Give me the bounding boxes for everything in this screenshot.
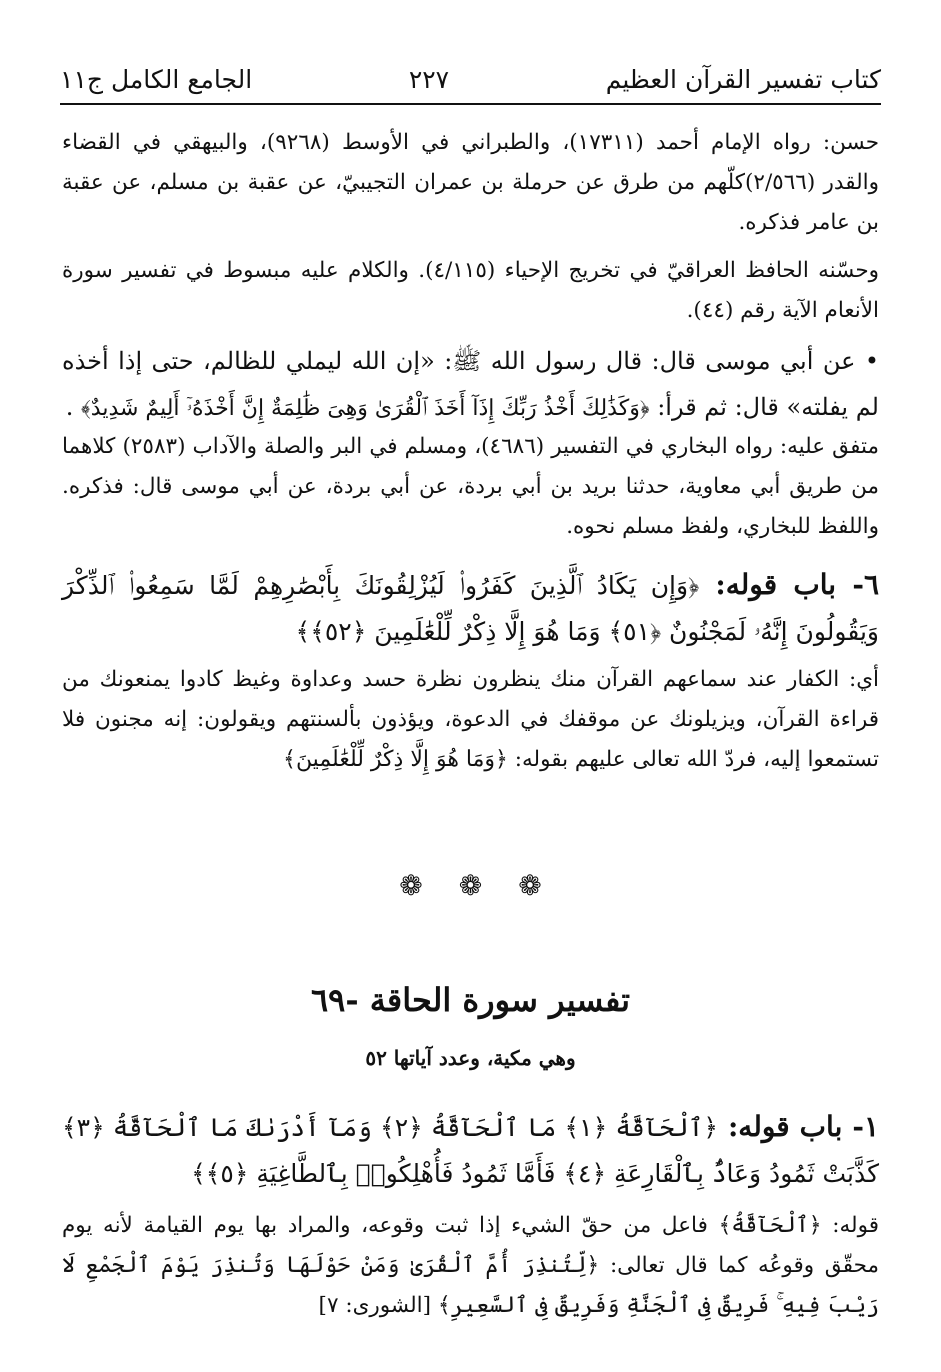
quran-word: ﴿ٱلْحَآقَّةُ﴾ bbox=[718, 1213, 822, 1238]
surah-subtitle: وهي مكية، وعدد آياتها ٥٢ bbox=[365, 1046, 576, 1070]
paragraph-haqqa-meaning bbox=[62, 1206, 879, 1326]
paragraph-tafsir-kuffar bbox=[62, 660, 879, 780]
bab-1-heading bbox=[62, 1104, 879, 1197]
tafsir-text: قوله: bbox=[821, 1213, 879, 1238]
hadith-text: • عن أبي موسى قال: قال رسول الله ﷺ: «إن الله ليملي للظالم، حتى إذا أخذه لم يفلته» قال: ثم قرأ: bbox=[62, 347, 879, 421]
quran-verse: ﴿لِّتُنذِرَ أُمَّ ٱلْقُرَىٰ وَمَنْ حَوْلَهَا وَتُنذِرَ يَوْمَ ٱلْجَمْعِ لَا رَيْبَ فِيهِ ۚ فَرِيقٌ فِى ٱلْجَنَّةِ وَفَرِيقٌ فِى ٱلسَّعِيرِ﴾ bbox=[62, 1253, 879, 1318]
hadith-abu-musa bbox=[62, 338, 879, 432]
surah-title: تفسير سورة الحاقة -٦٩ bbox=[310, 981, 631, 1019]
tafsir-text: أي: الكفار عند سماعهم القرآن منك ينظرون نظرة حسد وعداوة وغيظ كادوا يمنعونك من قراءة القرآن، ويزيلونك عن موقفك في الدعوة، ويؤذون بألسنتهم ويقولون: إنه مجنون فلا تستمعوا إليه، فردّ الله تعالى عليهم بقوله: bbox=[62, 667, 879, 772]
verse-reference: [الشورى: ٧] bbox=[318, 1293, 438, 1318]
page-header bbox=[60, 56, 881, 102]
tafsir-text: فاعل من حقّ الشيء إذا ثبت وقوعه، والمراد بها يوم القيامة لأنه يوم محقّق وقوعُه كما قال تعالى: bbox=[62, 1213, 879, 1278]
header-divider bbox=[60, 103, 881, 105]
page-number: ٢٢٧ bbox=[408, 64, 450, 94]
hadith-end: . bbox=[65, 393, 82, 421]
bab-label: ١- باب قوله: bbox=[717, 1110, 880, 1143]
quran-verse: ﴿وَكَذَٰلِكَ أَخْذُ رَبِّكَ إِذَآ أَخَذَ ٱلْقُرَىٰ وَهِىَ ظَٰلِمَةٌ إِنَّ أَخْذَهُۥٓ أَلِيمٌ شَدِيدٌ﴾ bbox=[81, 396, 650, 421]
bab-6-heading bbox=[62, 562, 879, 655]
paragraph-muttafaq: متفق عليه: رواه البخاري في التفسير (٤٦٨٦)، ومسلم في البر والصلة والآداب (٢٥٨٣) كلاهما من طريق أبي معاوية، حدثنا بريد بن أبي بردة، عن أبي بردة، عن أبي موسى قال: فذكره. واللفظ للبخاري، ولفظ مسلم نحوه. bbox=[62, 434, 879, 539]
ornament-icon: ❁ bbox=[458, 869, 483, 902]
quran-verse: ﴿وَمَا هُوَ إِلَّا ذِكْرٌ لِّلْعَٰلَمِينَ﴾ bbox=[283, 747, 508, 772]
section-ornaments bbox=[0, 866, 941, 906]
bab-label: ٦- باب قوله: bbox=[699, 568, 880, 601]
collection-title: الجامع الكامل ج١١ bbox=[60, 64, 253, 94]
ornament-icon: ❁ bbox=[399, 869, 423, 902]
book-title: كتاب تفسير القرآن العظيم bbox=[605, 64, 881, 94]
paragraph-iraqi-note: وحسّنه الحافظ العراقيّ في تخريج الإحياء (٤/١١٥). والكلام عليه مبسوط في تفسير سورة الأنعام الآية رقم (٤٤). bbox=[62, 258, 879, 323]
quran-verse: ﴿وَإِن يَكَادُ ٱلَّذِينَ كَفَرُوا۟ لَيُزْلِقُونَكَ بِأَبْصَٰرِهِمْ لَمَّا سَمِعُوا۟ ٱلذِّكْرَ وَيَقُولُونَ إِنَّهُۥ لَمَجْنُونٌ ﴿٥١﴾ وَمَا هُوَ إِلَّا ذِكْرٌ لِّلْعَٰلَمِينَ ﴿٥٢﴾﴾ bbox=[62, 571, 879, 646]
ornament-icon: ❁ bbox=[518, 869, 542, 902]
quran-verse: ﴿ٱلْحَآقَّةُ ﴿١﴾ مَا ٱلْحَآقَّةُ ﴿٢﴾ وَمَآ أَدْرَىٰكَ مَا ٱلْحَآقَّةُ ﴿٣﴾ كَذَّبَتْ ثَمُودُ وَعَادٌۢ بِٱلْقَارِعَةِ ﴿٤﴾ فَأَمَّا ثَمُودُ فَأُهْلِكُوا۟ بِٱلطَّاغِيَةِ ﴿٥﴾﴾ bbox=[62, 1113, 879, 1188]
paragraph-hasan-takhrij: حسن: رواه الإمام أحمد (١٧٣١١)، والطبراني في الأوسط (٩٢٦٨)، والبيهقي في القضاء والقدر (٢/٥٦٦)كلّهم من طرق عن حرملة بن عمران التجيبيّ، عن عقبة بن مسلم، عن عقبة بن عامر فذكره. bbox=[62, 130, 880, 235]
